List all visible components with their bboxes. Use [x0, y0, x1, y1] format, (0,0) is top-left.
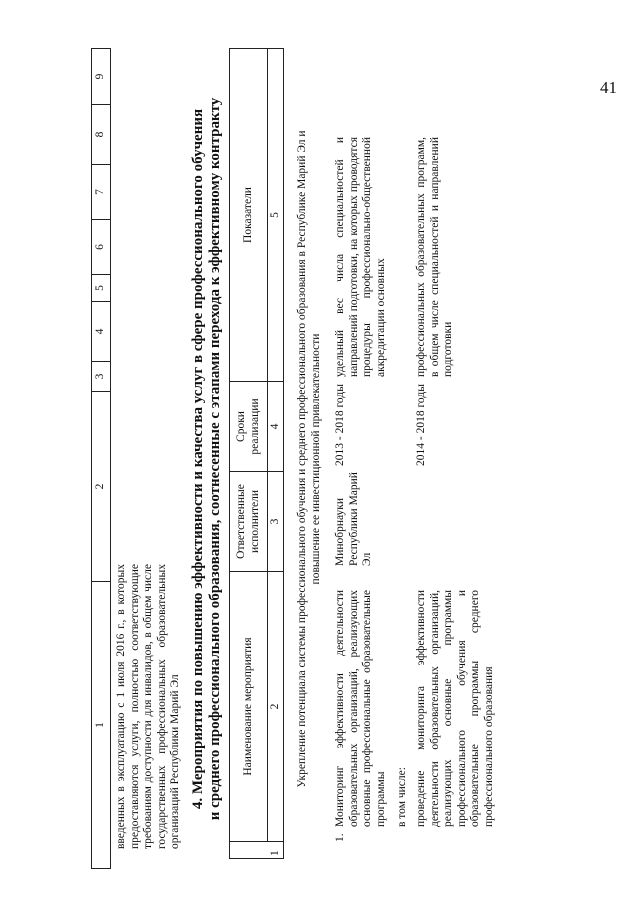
section-heading-line-1: 4. Мероприятия по повышению эффективности и качества услуг в сфере профессионального обучения [190, 108, 206, 810]
column-number: 8 [92, 105, 111, 165]
column-number-row [268, 49, 284, 859]
item-number: 1. [334, 833, 346, 842]
first-column-number: 1 [269, 850, 281, 856]
header-terms: Сроки реализации [230, 382, 268, 472]
measure-subitem: проведение мониторинга эффективности деятельности образовательных организаций, реализующих основные программы профессионального обучения и образовательные программы среднего профессионального образования [415, 590, 495, 827]
header-executors: Ответственные исполнители [230, 472, 268, 572]
responsible-executor: Минобрнауки Республики Марий Эл [334, 472, 374, 566]
including-label: в том числе: [396, 767, 408, 827]
column-number: 7 [92, 165, 111, 220]
previous-table-column-numbers [92, 49, 111, 869]
section-row-text: Укрепление потенциала системы профессионального обучения и среднего профессионального образования в Республике Марий Эл и повышение ее инвестиционной привлекательности [296, 130, 322, 788]
column-number: 3 [92, 362, 111, 392]
header-name: Наименование мероприятия [230, 572, 268, 842]
column-number: 2 [268, 572, 284, 842]
implementation-term-2: 2014 - 2018 годы [415, 384, 427, 466]
column-number: 5 [92, 275, 111, 302]
previous-table-row-text: введенных в эксплуатацию с 1 июля 2016 г., в которых предоставляются услуги, полностью соответствующие требованиям доступности для инвалидов, в общем числе государственных профессиональных образовательных организаций Республики Марий Эл [115, 564, 182, 849]
column-number: 9 [92, 49, 111, 105]
column-number: 4 [92, 302, 111, 362]
section-heading-line-2: и среднего профессионального образования, соотнесенные с этапами перехода к эффективному контракту [207, 97, 224, 821]
indicator-2: профессиональных образовательных программ, в общем числе специальностей и направлений подготовки [415, 137, 455, 377]
measure-name: Мониторинг эффективности деятельности образовательных организаций, реализующих основные профессиональные образовательные программы [334, 590, 387, 827]
column-number: 4 [268, 382, 284, 472]
column-number: 1 [92, 582, 111, 869]
column-number: 6 [92, 220, 111, 275]
measures-table-header [229, 48, 284, 859]
previous-table-header [91, 48, 111, 869]
header-indicators: Показатели [230, 49, 268, 382]
header-row [230, 49, 268, 859]
implementation-term-1: 2013 - 2018 годы [334, 384, 346, 466]
column-number: 5 [268, 49, 284, 382]
section-heading [190, 49, 225, 869]
column-number: 2 [92, 392, 111, 582]
column-number: 3 [268, 472, 284, 572]
page-number: 41 [600, 78, 617, 97]
rotated-landscape-page [91, 49, 639, 869]
indicator-1: удельный вес числа специальностей и направлений подготовки, на которых проводятся процедуры профессионально-общественной аккредитации основных [334, 137, 387, 377]
